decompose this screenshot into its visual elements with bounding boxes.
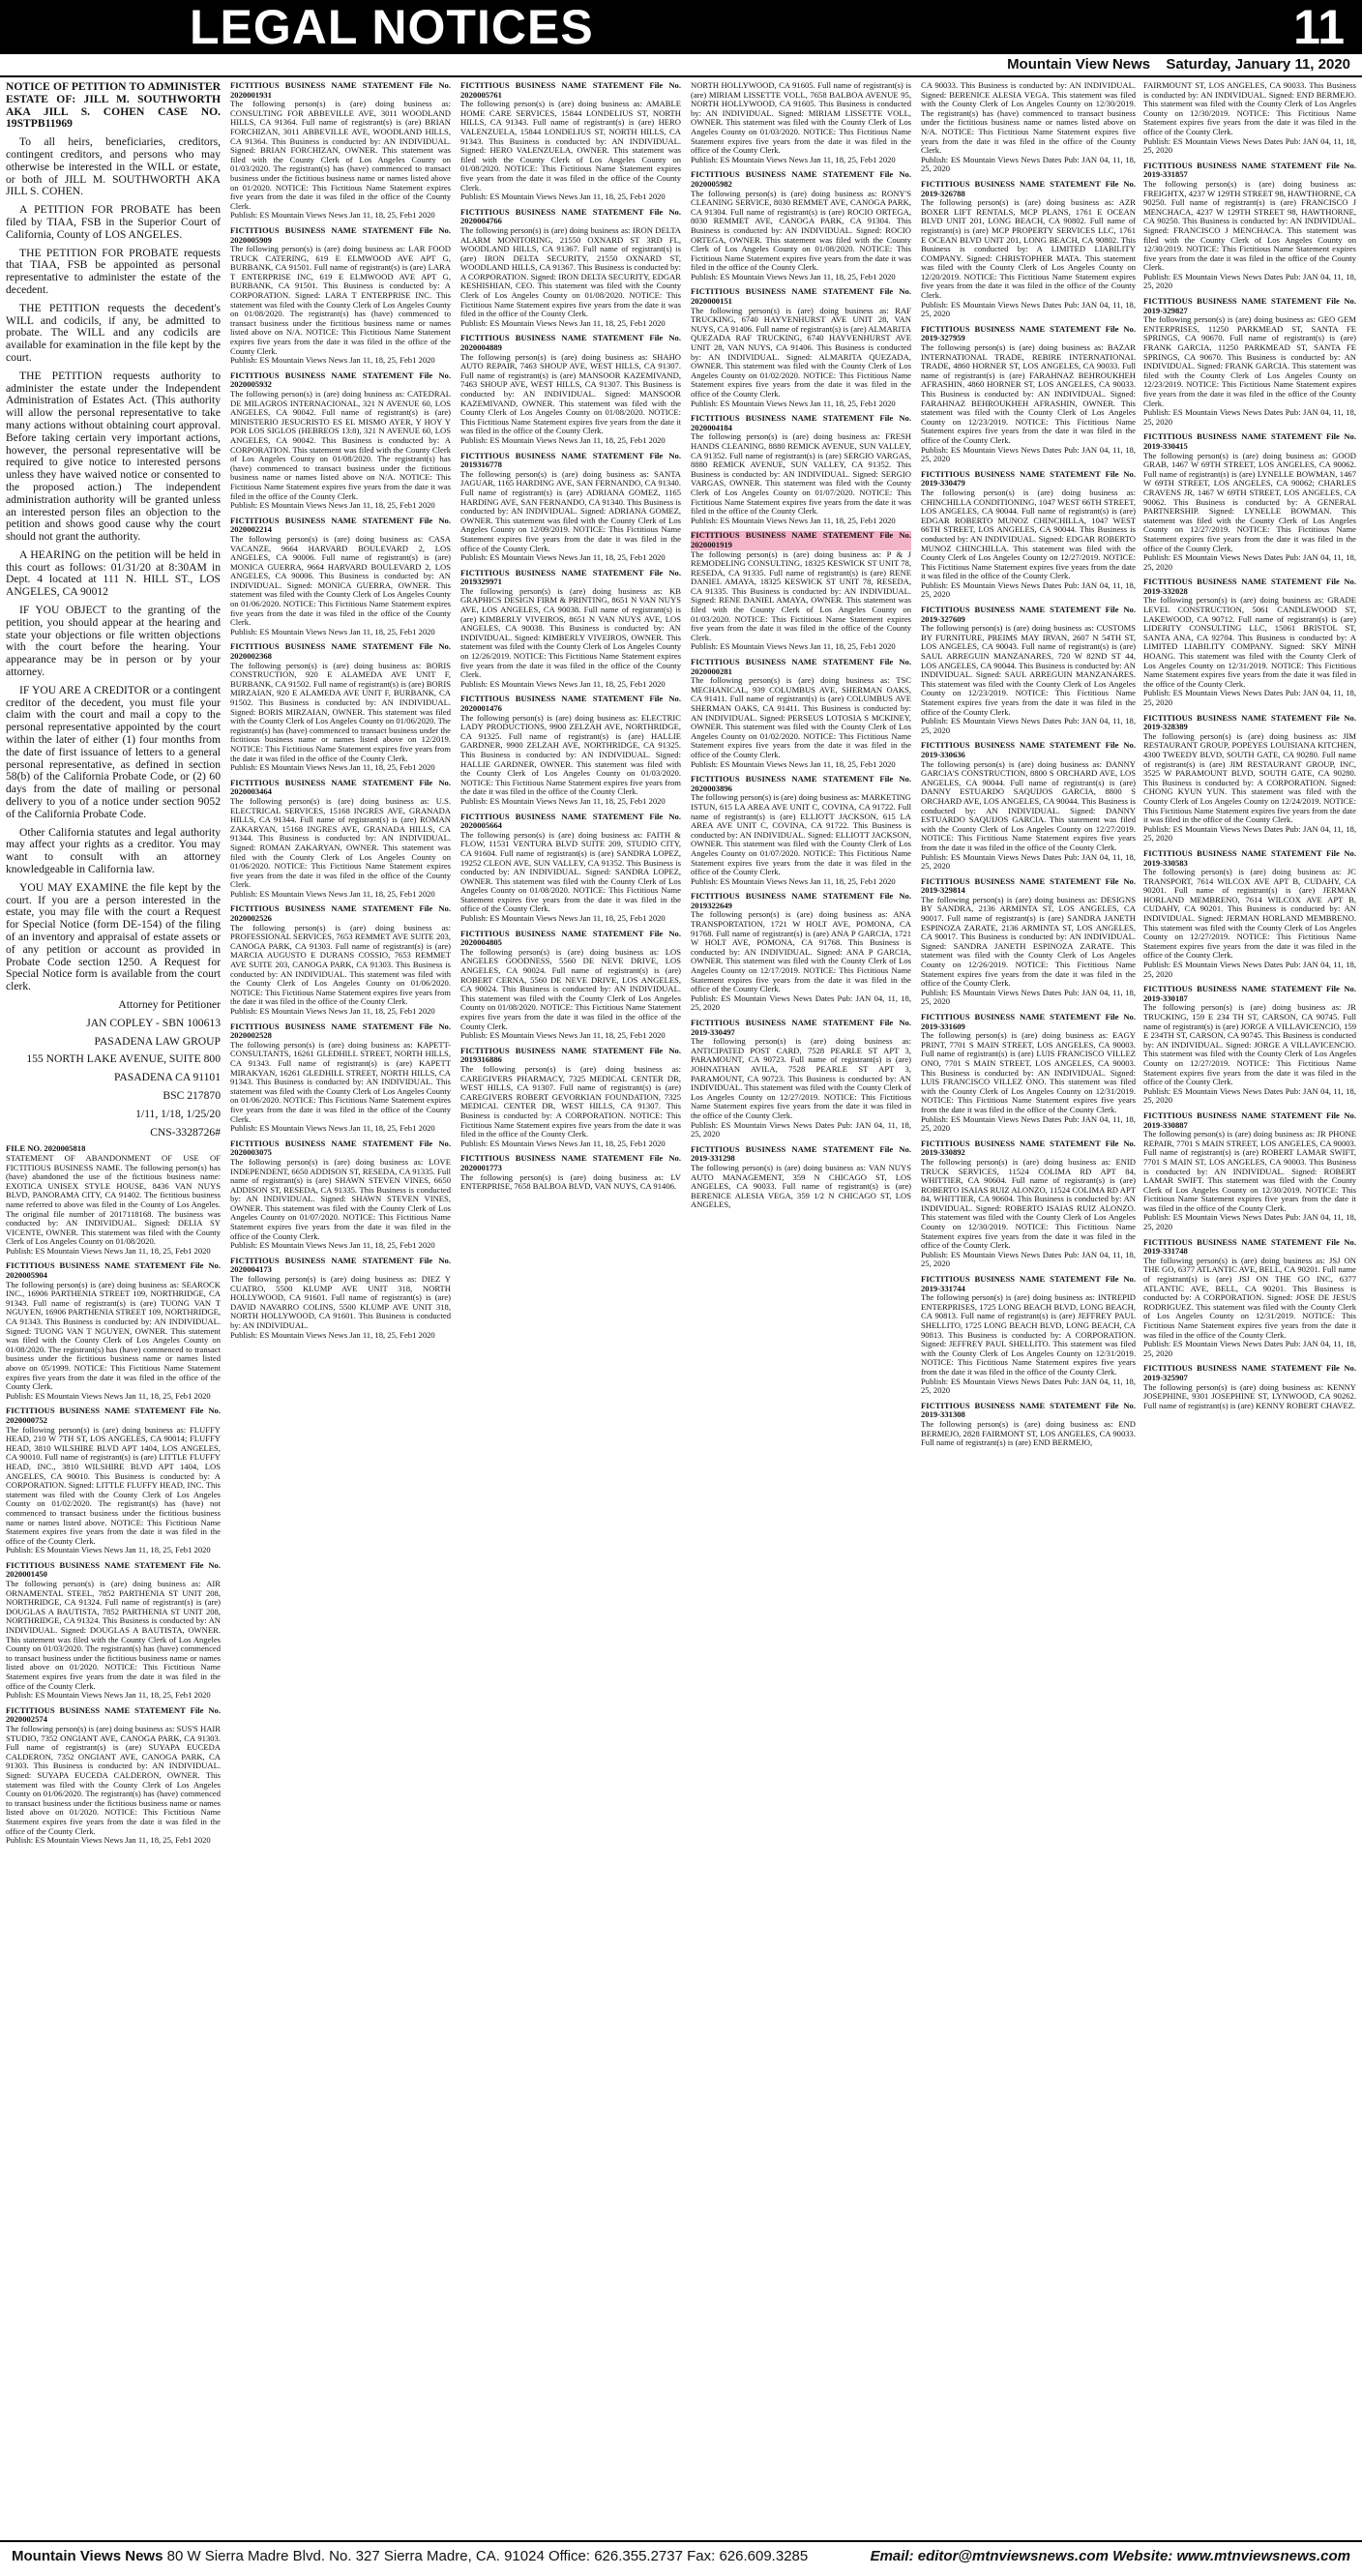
notice-body: The following person(s) is (are) doing business as: BAZAR INTERNATIONAL TRADE, REBIRE INTERNATIONAL TRADE, 4860 HORNER ST, LOS ANGELES, CA 90033. Full name of registrant(s) is (are) FARAHNAZ BEHROUKHEH AFRASHIN, 4860 HORNER ST, LOS ANGELES, CA 90033. This Business is conducted by: AN INDIVIDUAL. Signed: FARAHNAZ BEHROUKHEH AFRASHIN, OWNER. This statement was filed with the County Clerk of Los Angeles County on 12/23/2019. NOTICE: This Fictitious Name Statement expires five years from the date it was filed in the office of the County Clerk. bbox=[921, 342, 1136, 445]
notice-publish-line: Publish: ES Mountain Views News Jan 11, 18, 25, Feb1 2020 bbox=[230, 1123, 435, 1134]
notice-body: The following person(s) is (are) doing business as: LV ENTERPRISE, 7658 BALBOA BLVD, VAN NUYS, CA 91406. bbox=[460, 1171, 681, 1192]
notice-publish-line: Publish: ES Mountain Views News Jan 11, 18, 25, Feb1 2020 bbox=[691, 875, 896, 886]
notice-body: The following person(s) is (are) doing business as: DANNY GARCIA'S CONSTRUCTION, 8800 S ORCHARD AVE, LOS ANGELES, CA 90044. Full name of registrant(s) is (are) DANNY ESTUARDO SAQUIJOS GARCIA, 8800 S ORCHARD AVE, LOS ANGELES, CA 90044. This Business is conducted by: AN INDIVIDUAL. Signed: DANNY ESTUARDO SAQUIJOS GARCIA. This statement was filed with the County Clerk of Los Angeles County on 12/27/2019. NOTICE: This Fictitious Name Statement expires five years from the date it was filed in the office of the County Clerk. bbox=[921, 758, 1136, 852]
column-6 bbox=[1143, 81, 1356, 2529]
columns-area bbox=[6, 81, 1356, 2529]
footer-address: 80 W Sierra Madre Blvd. No. 327 Sierra Madre, CA. 91024 Office: 626.355.2737 Fax: 626.609.3285 bbox=[166, 2548, 809, 2564]
notice-title: FICTITIOUS BUSINESS NAME STATEMENT File No. 2020002526 bbox=[230, 903, 451, 924]
notice-publish-line: Publish: ES Mountain Views News Jan 11, 18, 25, Feb1 2020 bbox=[460, 913, 666, 924]
notice-publish-line: Publish: ES Mountain Views News Jan 11, 18, 25, Feb1 2020 bbox=[230, 888, 435, 899]
legal-notice bbox=[921, 325, 1136, 464]
notice-publish-line: Publish: ES Mountain Views News Dates Pub: JAN 04, 11, 18, 25, 2020 bbox=[1143, 271, 1356, 291]
petition-signature-line: 155 NORTH LAKE AVENUE, SUITE 800 bbox=[26, 1052, 221, 1066]
petition-paragraph: IF YOU OBJECT to the granting of the petition, you should appear at the hearing and state your objections or file written objections with the court before the hearing. Your appearance may be in person or by your attorney. bbox=[6, 604, 221, 679]
notice-body: The following person(s) is (are) doing business as: SUS'S HAIR STUDIO, 7352 ONGIANT AVE, CANOGA PARK, CA 91303. Full name of registrant(s) is (are) SUYAPA EUCEDA CALDERON, 7352 ONGIANT AVE, CANOGA PARK, CA 91303. This Business is conducted by: AN INDIVIDUAL. Signed: SUYAPA EUCEDA CALDERON, OWNER. This statement was filed with the County Clerk of Los Angeles County on 01/06/2020. The registrant(s) has (have) commenced to transact business under the fictitious business name or names listed above on 01/2020. NOTICE: This Fictitious Name Statement expires five years from the date it was filed in the office of the County Clerk. bbox=[6, 1723, 221, 1836]
legal-notice bbox=[691, 170, 911, 281]
column-4 bbox=[691, 81, 911, 2529]
notice-body: The following person(s) is (are) doing business as: JSJ ON THE GO, 6377 ATLANTIC AVE, BELL, CA 90201. Full name of registrant(s) is (are) JSJ ON THE GO INC, 6377 ATLANTIC AVE, BELL, CA 90201. This Business is conducted by: A CORPORATION. Signed: JOSE DE JESUS RODRIGUEZ. This statement was filed with the County Clerk of Los Angeles County on 12/31/2019. NOTICE: This Fictitious Name Statement expires five years from the date it was filed in the office of the County Clerk. bbox=[1143, 1255, 1356, 1340]
notice-body: The following person(s) is (are) doing business as: ANA TRANSPORTATION, 1721 W HOLT AVE, POMONA, CA 91768. Full name of registrant(s) is (are) ANA P GARCIA, 1721 W HOLT AVE, POMONA, CA 91768. This Business is conducted by: AN INDIVIDUAL. Signed: ANA P GARCIA, OWNER. This statement was filed with the County Clerk of Los Angeles County on 12/17/2019. NOTICE: This Fictitious Name Statement expires five years from the date it was filed in the office of the County Clerk. bbox=[691, 909, 911, 994]
legal-notice bbox=[691, 81, 911, 164]
notice-title: FICTITIOUS BUSINESS NAME STATEMENT File No. 2020004766 bbox=[460, 206, 681, 226]
column-4-notices bbox=[691, 81, 911, 1210]
section-title: LEGAL NOTICES bbox=[190, 0, 594, 54]
notice-title: FICTITIOUS BUSINESS NAME STATEMENT File No. 2020001931 bbox=[230, 81, 451, 100]
notice-body: The following person(s) is (are) doing business as: LAR FOOD TRUCK CATERING, 619 E ELMWOOD AVE APT G, BURBANK, CA 91501. Full name of registrant(s) is (are) LARA T ENTERPRISE INC, 619 E ELMWOOD AVE APT G, BURBANK, CA 91501. This Business is conducted by: A CORPORATION. Signed: LARA T ENTERPRISE INC. This statement was filed with the County Clerk of Los Angeles County on 01/08/2020. The registrant(s) has (have) commenced to transact business under the fictitious business name or names listed above on N/A. NOTICE: This Fictitious Name Statement expires five years from the date it was filed in the office of the County Clerk. bbox=[230, 244, 451, 356]
column-3-notices bbox=[460, 81, 681, 1192]
notice-body: The following person(s) is (are) doing business as: RONY'S CLEANING SERVICE, 8030 REMMET AVE, CANOGA PARK, CA 91304. Full name of registrant(s) is (are) ROCIO ORTEGA, 8030 REMMET AVE, CANOGA PARK, CA 91304. This Business is conducted by: AN INDIVIDUAL. Signed: ROCIO ORTEGA, OWNER. This statement was filed with the County Clerk of Los Angeles County on 01/08/2020. NOTICE: This Fictitious Name Statement expires five years from the date it was filed in the office of the County Clerk. bbox=[691, 188, 911, 273]
notice-publish-line: Publish: ES Mountain Views News Jan 11, 18, 25, Feb1 2020 bbox=[230, 1006, 435, 1016]
notice-title: FICTITIOUS BUSINESS NAME STATEMENT File No. 2019-330583 bbox=[1143, 847, 1356, 868]
notice-publish-line: Publish: ES Mountain Views News Jan 11, 18, 25, Feb1 2020 bbox=[460, 678, 666, 689]
legal-notice bbox=[460, 930, 681, 1041]
notice-body: The following person(s) is (are) doing business as: JIM RESTAURANT GROUP, POPEYES LOUISIANA KITCHEN, 4300 TWEEDY BLVD, SOUTH GATE, CA 90280. Full name of registrant(s) is (are) JIM RESTAURANT GROUP, INC, 3525 W PARAMOUNT BLVD, SOUTH GATE, CA 90280. This Business is conducted by: A CORPORATION. Signed: CHONG KYUN YUN. This statement was filed with the County Clerk of Los Angeles County on 12/24/2019. NOTICE: This Fictitious Name Statement expires five years from the date it was filed in the office of the County Clerk. bbox=[1143, 730, 1356, 825]
notice-publish-line: Publish: ES Mountain Views News Jan 11, 18, 25, Feb1 2020 bbox=[6, 1390, 211, 1401]
notice-publish-line: Publish: ES Mountain Views News Jan 11, 18, 25, Feb1 2020 bbox=[230, 626, 435, 637]
notice-title: FICTITIOUS BUSINESS NAME STATEMENT File No. 2020005904 bbox=[6, 1260, 221, 1281]
notice-publish-line: Publish: ES Mountain Views News Dates Pub: JAN 04, 11, 18, 25, 2020 bbox=[1143, 688, 1356, 707]
notice-title: FICTITIOUS BUSINESS NAME STATEMENT File No. 2020003075 bbox=[230, 1138, 451, 1158]
notice-publish-line: Publish: ES Mountain Views News Jan 11, 18, 25, Feb1 2020 bbox=[6, 1835, 211, 1846]
petition-signature-line: 1/11, 1/18, 1/25/20 bbox=[135, 1107, 221, 1120]
notice-body: The following person(s) is (are) doing business as: AIR ORNAMENTAL STEEL, 7852 PARTHENIA ST UNIT 208, NORTHRIDGE, CA 91324. Full name of registrant(s) is (are) DOUGLAS A BAUTISTA, 7852 PARTHENIA ST UNIT 208, NORTHRIDGE, CA 91324. This Business is conducted by: AN INDIVIDUAL. Signed: DOUGLAS A BAUTISTA, OWNER. This statement was filed with the County Clerk of Los Angeles County on 01/03/2020. The registrant(s) has (have) commenced to transact business under the fictitious business name or names listed above on 01/2020. NOTICE: This Fictitious Name Statement expires five years from the date it was filed in the office of the County Clerk. bbox=[6, 1579, 221, 1691]
notice-publish-line: Publish: ES Mountain Views News Dates Pub: JAN 04, 11, 18, 25, 2020 bbox=[921, 1376, 1136, 1396]
legal-notice bbox=[691, 1145, 911, 1210]
notice-title: FICTITIOUS BUSINESS NAME STATEMENT File No. 2020005982 bbox=[691, 169, 911, 189]
notice-title: FICTITIOUS BUSINESS NAME STATEMENT File No. 2019-332028 bbox=[1143, 577, 1356, 596]
column-3 bbox=[460, 81, 681, 2529]
column-2-notices bbox=[230, 81, 451, 1340]
notice-title: FICTITIOUS BUSINESS NAME STATEMENT File No. 2019-331744 bbox=[921, 1274, 1136, 1293]
notice-title: FICTITIOUS BUSINESS NAME STATEMENT File No. 2020005664 bbox=[460, 811, 681, 831]
legal-notice bbox=[6, 1406, 221, 1555]
notice-title: FICTITIOUS BUSINESS NAME STATEMENT File No. 2020001450 bbox=[6, 1559, 221, 1580]
notice-body: NORTH HOLLYWOOD, CA 91605. Full name of registrant(s) is (are) MIRIAM LISSETTE VOLL, 7658 BALBOA AVENUE 95, NORTH HOLLYWOOD, CA 91605. This Business is conducted by: AN INDIVIDUAL. Signed: MIRIAM LISSETTE VOLL, OWNER. This statement was filed with the County Clerk of Los Angeles County on 01/03/2020. NOTICE: This Fictitious Name Statement expires five years from the date it was filed in the office of the County Clerk. bbox=[691, 81, 911, 156]
notice-publish-line: Publish: ES Mountain Views News Jan 11, 18, 25, Feb1 2020 bbox=[6, 1245, 211, 1256]
notice-title: FICTITIOUS BUSINESS NAME STATEMENT File No. 2019-327609 bbox=[921, 605, 1136, 624]
notice-publish-line: Publish: ES Mountain Views News Jan 11, 18, 25, Feb1 2020 bbox=[460, 795, 666, 806]
petition-paragraph: To all heirs, beneficiaries, creditors, contingent creditors, and persons who may otherwise be interested in the WILL or estate, or both of JILL M. SOUTHWORTH AKA JILL S. COHEN. bbox=[6, 135, 221, 198]
notice-title: FICTITIOUS BUSINESS NAME STATEMENT File No. 2019-328389 bbox=[1143, 712, 1356, 732]
notice-body: The following person(s) is (are) doing business as: CUSTOMS BY FURNITURE, PREIMS MAY IRVAN, 2607 N 54TH ST, LOS ANGELES, CA 90043. Full name of registrant(s) is (are) SAUL ARREGUIN MANZANARES, 720 W 82ND ST 44, LOS ANGELES, CA 90044. This Business is conducted by: AN INDIVIDUAL. Signed: SAUL ARREGUIN MANZANARES. This statement was filed with the County Clerk of Los Angeles County on 12/23/2019. NOTICE: This Fictitious Name Statement expires five years from the date it was filed in the office of the County Clerk. bbox=[921, 623, 1136, 717]
notice-publish-line: Publish: ES Mountain Views News Jan 11, 18, 25, Feb1 2020 bbox=[691, 154, 896, 164]
legal-notice bbox=[1143, 432, 1356, 572]
legal-notice bbox=[460, 1047, 681, 1149]
notice-title: FICTITIOUS BUSINESS NAME STATEMENT File No. 2019-329814 bbox=[921, 875, 1136, 896]
legal-notice bbox=[230, 642, 451, 772]
subheader-paper: Mountain View News bbox=[1007, 56, 1151, 73]
notice-body: STATEMENT OF ABANDONMENT OF USE OF FICTITIOUS BUSINESS NAME. The following person(s) has (have) abandoned the use of the fictitious business name: EXOTICA UNISEX STYLE HOUSE, 8436 VAN NUYS BLVD, PANORAMA CITY, CA 91402. The fictitious business name referred to above was filed in the County of Los Angeles. The original file number of 2017118168. The business was conducted by: AN INDIVIDUAL. Signed: DELIA SY VICENTE, OWNER. This statement was filed with the County Clerk of Los Angeles County on 01/08/2020. bbox=[6, 1152, 221, 1247]
notice-title: FICTITIOUS BUSINESS NAME STATEMENT File No. 2020002528 bbox=[230, 1021, 451, 1041]
legal-notice bbox=[1143, 849, 1356, 979]
notice-body: The following person(s) is (are) doing business as: CASA VACANZE, 9664 HARVARD BOULEVARD 2, LOS ANGELES, CA 90006. Full name of registrant(s) is (are) MONICA GUERRA, 9664 HARVARD BOULEVARD 2, LOS ANGELES, CA 90006. This Business is conducted by: AN INDIVIDUAL. Signed: MONICA GUERRA, OWNER. This statement was filed with the County Clerk of Los Angeles County on 01/06/2020. NOTICE: This Fictitious Name Statement expires five years from the date it was filed in the office of the County Clerk. bbox=[230, 533, 451, 628]
notice-body: The following person(s) is (are) doing business as: END BERMEJO, 2828 FAIRMONT ST, LOS ANGELES, CA 90033. Full name of registrant(s) is (are) END BERMEJO, bbox=[921, 1418, 1136, 1448]
legal-notice bbox=[6, 1706, 221, 1846]
legal-notice bbox=[230, 81, 451, 221]
legal-notice bbox=[921, 1402, 1136, 1448]
notice-title: FICTITIOUS BUSINESS NAME STATEMENT File No. 2019-330887 bbox=[1143, 1110, 1356, 1130]
legal-notice bbox=[691, 1019, 911, 1140]
legal-notice bbox=[691, 531, 911, 652]
notice-title: FICTITIOUS BUSINESS NAME STATEMENT File No. 2020005909 bbox=[230, 224, 451, 245]
petition-signature-line: Attorney for Petitioner bbox=[118, 997, 221, 1011]
notice-title: FICTITIOUS BUSINESS NAME STATEMENT File No. 2019-329827 bbox=[1143, 296, 1356, 315]
petition-signature-line: BSC 217870 bbox=[163, 1088, 221, 1102]
legal-notice bbox=[921, 877, 1136, 1007]
notice-publish-line: Publish: ES Mountain Views News Jan 11, 18, 25, Feb1 2020 bbox=[691, 641, 896, 652]
legal-notice bbox=[1143, 1111, 1356, 1232]
notice-title: FICTITIOUS BUSINESS NAME STATEMENT File No. 2020004173 bbox=[230, 1255, 451, 1275]
notice-body: The following person(s) is (are) doing business as: EAGY PRINT, 7701 S MAIN STREET, LOS ANGELES, CA 90003. Full name of registrant(s) is (are) LUIS FRANCISCO VILLEZ ONO, 7701 S MAIN STREET, LOS ANGELES, CA 90003. This Business is conducted by: AN INDIVIDUAL. Signed: LUIS FRANCISCO VILLEZ ONO. This statement was filed with the County Clerk of Los Angeles County on 12/31/2019. NOTICE: This Fictitious Name Statement expires five years from the date it was filed in the office of the County Clerk. bbox=[921, 1030, 1136, 1114]
notice-body: The following person(s) is (are) doing business as: ELECTRIC LADY PRODUCTIONS, 9900 ZELZAH AVE, NORTHRIDGE, CA 91325. Full name of registrant(s) is (are) HALLIE GARDNER, 9900 ZELZAH AVE, NORTHRIDGE, CA 91325. This Business is conducted by: AN INDIVIDUAL. Signed: HALLIE GARDNER, OWNER. This statement was filed with the County Clerk of Los Angeles County on 01/03/2020. NOTICE: This Fictitious Name Statement expires five years from the date it was filed in the office of the County Clerk. bbox=[460, 712, 681, 797]
notice-publish-line: Publish: ES Mountain Views News Jan 11, 18, 25, Feb1 2020 bbox=[230, 1329, 435, 1340]
notice-publish-line: Publish: ES Mountain Views News Dates Pub: JAN 04, 11, 18, 25, 2020 bbox=[691, 1119, 911, 1140]
legal-notice bbox=[1143, 1364, 1356, 1410]
notice-body: CA 90033. This Business is conducted by: AN INDIVIDUAL. Signed: BERENICE ALESIA VEGA. This statement was filed with the County Clerk of Los Angeles County on 12/30/2019. The registrant(s) has (have) commenced to transact business under the fictitious business name or names listed above on N/A. NOTICE: This Fictitious Name Statement expires five years from the date it was filed in the office of the County Clerk. bbox=[921, 81, 1136, 156]
notice-publish-line: Publish: ES Mountain Views News Jan 11, 18, 25, Feb1 2020 bbox=[230, 210, 435, 221]
legal-notice bbox=[691, 658, 911, 769]
petition-signature-line: PASADENA CA 91101 bbox=[114, 1071, 221, 1084]
legal-notice bbox=[1143, 1238, 1356, 1359]
legal-notice bbox=[1143, 714, 1356, 844]
notice-body: The following person(s) is (are) doing business as: SANTA JAGUAR, 1165 HARDING AVE, SAN FERNANDO, CA 91340. Full name of registrant(s) is (are) ADRIANA GOMEZ, 1165 HARDING AVE, SAN FERNANDO, CA 91340. This Business is conducted by: AN INDIVIDUAL. Signed: ADRIANA GOMEZ, OWNER. This statement was filed with the County Clerk of Los Angeles County on 12/09/2019. NOTICE: This Fictitious Name Statement expires five years from the date it was filed in the office of the County Clerk. bbox=[460, 468, 681, 553]
notice-publish-line: Publish: ES Mountain Views News Dates Pub: JAN 04, 11, 18, 25, 2020 bbox=[691, 992, 911, 1013]
legal-notice bbox=[230, 904, 451, 1016]
notice-body: The following person(s) is (are) doing business as: LOVE INDEPENDENT, 6650 ADDISON ST, RESEDA, CA 91335. Full name of registrant(s) is (are) SHAWN STEVEN VINES, 6650 ADDISON ST, RESEDA, CA 91335. This Business is conducted by: AN INDIVIDUAL. Signed: SHAWN STEVEN VINES, OWNER. This statement was filed with the County Clerk of Los Angeles County on 01/07/2020. NOTICE: This Fictitious Name Statement expires five years from the date it was filed in the office of the County Clerk. bbox=[230, 1156, 451, 1241]
notice-publish-line: Publish: ES Mountain Views News Jan 11, 18, 25, Feb1 2020 bbox=[691, 515, 896, 525]
page-footer bbox=[0, 2540, 1362, 2571]
notice-body: The following person(s) is (are) doing business as: MARKETING ISTUN, 615 LA AREA AVE UNIT C, COVINA, CA 91722. Full name of registrant(s) is (are) ELLIOTT JACKSON, 615 LA AREA AVE UNIT C, COVINA, CA 91722. This Business is conducted by: AN INDIVIDUAL. Signed: ELLIOTT JACKSON, OWNER. This statement was filed with the County Clerk of Los Angeles County on 01/07/2020. NOTICE: This Fictitious Name Statement expires five years from the date it was filed in the office of the County Clerk. bbox=[691, 792, 911, 877]
legal-notice bbox=[460, 695, 681, 806]
notice-publish-line: Publish: ES Mountain Views News Dates Pub: JAN 04, 11, 18, 25, 2020 bbox=[1143, 1339, 1356, 1358]
notice-body: The following person(s) is (are) doing business as: FREIGHTX, 4237 W 129TH STREET 98, HAWTHORNE, CA 90250. Full name of registrant(s) is (are) FRANCISCO J MENCHACA, 4237 W 129TH STREET 98, HAWTHORNE, CA 90250. This Business is conducted by: AN INDIVIDUAL. Signed: FRANCISCO J MENCHACA. This statement was filed with the County Clerk of Los Angeles County on 12/30/2019. NOTICE: This Fictitious Name Statement expires five years from the date it was filed in the office of the County Clerk. bbox=[1143, 178, 1356, 273]
notice-body: The following person(s) is (are) doing business as: VAN NUYS AUTO MANAGEMENT, 359 N CHICAGO ST, LOS ANGELES, CA 90033. Full name of registrant(s) is (are) BERENICE ALESIA VEGA, 359 1/2 N CHICAGO ST, LOS ANGELES, bbox=[691, 1162, 911, 1210]
notice-title: FICTITIOUS BUSINESS NAME STATEMENT File No. 2019-330479 bbox=[921, 468, 1136, 489]
petition-paragraph: THE PETITION requests the decedent's WILL and codicils, if any, be admitted to probate. The WILL and any codicils are available for examination in the file kept by the court. bbox=[6, 301, 221, 364]
petition-signature-line: JAN COPLEY - SBN 100613 bbox=[86, 1016, 221, 1029]
notice-publish-line: Publish: ES Mountain Views News Jan 11, 18, 25, Feb1 2020 bbox=[230, 1240, 435, 1251]
legal-notice bbox=[921, 1275, 1136, 1396]
notice-publish-line: Publish: ES Mountain Views News Jan 11, 18, 25, Feb1 2020 bbox=[230, 355, 435, 366]
petition-title: NOTICE OF PETITION TO ADMINISTER ESTATE OF: JILL M. SOUTHWORTH AKA JILL S. COHEN CASE NO. 19STPB11969 bbox=[6, 81, 221, 131]
column-5 bbox=[921, 81, 1136, 2529]
notice-title: FICTITIOUS BUSINESS NAME STATEMENT File No. 2019-331308 bbox=[921, 1400, 1136, 1420]
notice-title: FICTITIOUS BUSINESS NAME STATEMENT File No. 2020001919 bbox=[691, 530, 911, 549]
notice-publish-line: Publish: ES Mountain Views News Dates Pub: JAN 04, 11, 18, 25, 2020 bbox=[1143, 135, 1356, 156]
legal-notice bbox=[921, 606, 1136, 735]
legal-notice bbox=[230, 1257, 451, 1340]
notice-body: The following person(s) is (are) doing business as: KAPETT-CONSULTANTS, 16261 GLEDHILL STREET, NORTH HILLS, CA 91343. Full name of registrant(s) is (are) KAPETT MIRAKYAN, 16261 GLEDHILL STREET, NORTH HILLS, CA 91343. This Business is conducted by: AN INDIVIDUAL. This statement was filed with the County Clerk of Los Angeles County on 01/06/2020. NOTICE: This Fictitious Name Statement expires five years from the date it was filed in the office of the County Clerk. bbox=[230, 1039, 451, 1124]
notice-body: The following person(s) is (are) doing business as: FLUFFY HEAD, 210 W 7TH ST, LOS ANGELES, CA 90014; FLUFFY HEAD, 3810 WILSHIRE BLVD APT 1404, LOS ANGELES, CA 90010. Full name of registrant(s) is (are) LITTLE FLUFFY HEAD, INC., 3810 WILSHIRE BLVD APT 1404, LOS ANGELES, CA 90010. This Business is conducted by: A CORPORATION. Signed: LITTLE FLUFFY HEAD, INC. This statement was filed with the County Clerk of Los Angeles County on 01/02/2020. The registrant(s) has (have) not commenced to transact business under the fictitious business name or names listed above. NOTICE: This Fictitious Name Statement expires five years from the date it was filed in the office of the County Clerk. bbox=[6, 1424, 221, 1546]
notice-title: FICTITIOUS BUSINESS NAME STATEMENT File No. 2019-331748 bbox=[1143, 1236, 1356, 1257]
legal-notice bbox=[921, 81, 1136, 174]
notice-title: FICTITIOUS BUSINESS NAME STATEMENT File No. 2020004889 bbox=[460, 333, 681, 353]
petition-paragraph: A PETITION FOR PROBATE has been filed by TIAA, FSB in the Superior Court of California, County of LOS ANGELES. bbox=[6, 203, 221, 241]
legal-notice bbox=[460, 81, 681, 202]
notice-title: FILE NO. 2020005818 bbox=[6, 1143, 86, 1154]
notice-publish-line: Publish: ES Mountain Views News Jan 11, 18, 25, Feb1 2020 bbox=[460, 192, 666, 202]
petition-paragraph: IF YOU ARE A CREDITOR or a contingent creditor of the decedent, you must file your claim with the court and mail a copy to the personal representative appointed by the court within the later of either (1) four months from the date of first issuance of letters to a general personal representative, as defined in section 58(b) of the California Probate Code, or (2) 60 days from the date of mailing or personal delivery to you of a notice under section 9052 of the California Probate Code. bbox=[6, 683, 221, 820]
notice-title: FICTITIOUS BUSINESS NAME STATEMENT File No. 2020003896 bbox=[691, 774, 911, 793]
legal-notice bbox=[230, 779, 451, 900]
column-6-notices bbox=[1143, 81, 1356, 1410]
notice-body: The following person(s) is (are) doing business as: RAF TRUCKING, 6740 HAYVENHURST AVE UNIT 28, VAN NUYS, CA 91406. Full name of registrant(s) is (are) ALMARITA QUEZADA RAF TRUCKING, 6740 HAYVENHURST AVE UNIT 28, VAN NUYS, CA 91406. This Business is conducted by: AN INDIVIDUAL. Signed: ALMARITA QUEZADA, OWNER. This statement was filed with the County Clerk of Los Angeles County on 01/02/2020. NOTICE: This Fictitious Name Statement expires five years from the date it was filed in the office of the County Clerk. bbox=[691, 305, 911, 399]
legal-notice bbox=[1143, 985, 1356, 1106]
petition-notice bbox=[6, 81, 221, 1139]
column-1 bbox=[6, 81, 221, 2529]
notice-title: FICTITIOUS BUSINESS NAME STATEMENT File No. 2020002368 bbox=[230, 641, 451, 662]
petition-paragraph: YOU MAY EXAMINE the file kept by the court. If you are a person interested in the estate, you may file with the court a Request for Special Notice (form DE-154) of the filing of an inventory and appraisal of estate assets or of any petition or account as provided in Probate Code section 1250. A Request for Special Notice form is available from the court clerk. bbox=[6, 880, 221, 993]
notice-body: The following person(s) is (are) doing business as: SEAROCK INC., 16906 PARTHENIA STREET 109, NORTHRIDGE, CA 91343. Full name of registrant(s) is (are) TUONG VAN T NGUYEN, 16906 PARTHENIA STREET 109, NORTHRIDGE, CA 91343. This Business is conducted by: AN INDIVIDUAL. Signed: TUONG VAN T NGUYEN, OWNER. This statement was filed with the County Clerk of Los Angeles County on 01/08/2020. The registrant(s) has (have) commenced to transact business under the fictitious business name or names listed above on 05/1999. NOTICE: This Fictitious Name Statement expires five years from the date it was filed in the office of the County Clerk. bbox=[6, 1279, 221, 1392]
legal-notice bbox=[691, 287, 911, 408]
notice-body: The following person(s) is (are) doing business as: GEO GEM ENTERPRISES, 11250 PARKMEAD ST, SANTA FE SPRINGS, CA 90670. Full name of registrant(s) is (are) FRANK GARCIA, 11250 PARKMEAD ST, SANTA FE SPRINGS, CA 90670. This Business is conducted by: AN INDIVIDUAL. Signed: FRANK GARCIA. This statement was filed with the County Clerk of Los Angeles County on 12/23/2019. NOTICE: This Fictitious Name Statement expires five years from the date it was filed in the office of the County Clerk. bbox=[1143, 314, 1356, 408]
notice-body: The following person(s) is (are) doing business as: KENNY JOSEPHINE, 9301 JOSEPHINE ST, LYNWOOD, CA 90262. Full name of registrant(s) is (are) KENNY ROBERT CHAVEZ. bbox=[1143, 1381, 1356, 1410]
notice-publish-line: Publish: ES Mountain Views News Dates Pub: JAN 04, 11, 18, 25, 2020 bbox=[921, 851, 1136, 872]
notice-body: The following person(s) is (are) doing business as: CONSULTING FOR ABBEVILLE AVE, 3011 WOODLAND HILLS, CA 91364. Full name of registrant(s) is (are) BRIAN FORCHIZAN, 3011 ABBEVILLE AVE, WOODLAND HILLS, CA 91364. This Business is conducted by: AN INDIVIDUAL. Signed: BRIAN FORCHIZAN, OWNER. This statement was filed with the County Clerk of Los Angeles County on 01/03/2020. The registrant(s) has (have) commenced to transact business under the fictitious business name or names listed above on 01/2020. NOTICE: This Fictitious Name Statement expires five years from the date it was filed in the office of the County Clerk. bbox=[230, 99, 451, 211]
notice-body: The following person(s) is (are) doing business as: PROFESSIONAL SERVICES, 7653 REMMET AVE SUITE 203, CANOGA PARK, CA 91303. Full name of registrant(s) is (are) MARCIA AUGUSTO E DURANS COSSIO, 7653 REMMET AVE SUITE 203, CANOGA PARK, CA 91303. This Business is conducted by: AN INDIVIDUAL. This statement was filed with the County Clerk of Los Angeles County on 01/06/2020. NOTICE: This Fictitious Name Statement expires five years from the date it was filed in the office of the County Clerk. bbox=[230, 922, 451, 1007]
notice-publish-line: Publish: ES Mountain Views News Dates Pub: JAN 04, 11, 18, 25, 2020 bbox=[1143, 1212, 1356, 1232]
notice-title: FICTITIOUS BUSINESS NAME STATEMENT File No. 2019-327959 bbox=[921, 323, 1136, 343]
notice-body: The following person(s) is (are) doing business as: IRON DELTA ALARM MONITORING, 21550 OXNARD ST 3RD FL, WOODLAND HILLS, CA 91367. Full name of registrant(s) is (are) IRON DELTA SECURITY, 21550 OXNARD ST, WOODLAND HILLS, CA 91367. This Business is conducted by: A CORPORATION. Signed: IRON DELTA SECURITY, EDGAR KESHISHIAN, CEO. This statement was filed with the County Clerk of Los Angeles County on 01/08/2020. NOTICE: This Fictitious Name Statement expires five years from the date it was filed in the office of the County Clerk. bbox=[460, 224, 681, 319]
notice-title: FICTITIOUS BUSINESS NAME STATEMENT File No. 2020000281 bbox=[691, 657, 911, 676]
notice-publish-line: Publish: ES Mountain Views News Jan 11, 18, 25, Feb1 2020 bbox=[460, 1030, 666, 1041]
notice-body: The following person(s) is (are) doing business as: ANTICIPATED POST CARD, 7528 PEARLE ST APT 3, PARAMOUNT, CA 90723. Full name of registrant(s) is (are) JOHNATHAN AVILA, 7528 PEARLE ST APT 3, PARAMOUNT, CA 90723. This Business is conducted by: AN INDIVIDUAL. This statement was filed with the County Clerk of Los Angeles County on 12/27/2019. NOTICE: This Fictitious Name Statement expires five years from the date it was filed in the office of the County Clerk. bbox=[691, 1036, 911, 1120]
notice-publish-line: Publish: ES Mountain Views News Dates Pub: JAN 04, 11, 18, 25, 2020 bbox=[1143, 823, 1356, 844]
notice-title: FICTITIOUS BUSINESS NAME STATEMENT File No. 2020001773 bbox=[460, 1153, 681, 1172]
notice-publish-line: Publish: ES Mountain Views News Dates Pub: JAN 04, 11, 18, 25, 2020 bbox=[1143, 407, 1356, 427]
legal-notice bbox=[921, 470, 1136, 600]
notice-title: FICTITIOUS BUSINESS NAME STATEMENT File No. 2019-330415 bbox=[1143, 431, 1356, 451]
notice-body: The following person(s) is (are) doing business as: CHINCHILLA CONDITIONING, 1047 WEST 66TH STREET, LOS ANGELES, CA 90044. Full name of registrant(s) is (are) EDGAR ROBERTO MUNOZ CHINCHILLA, 1047 WEST 66TH STREET, LOS ANGELES, CA 90044. This Business is conducted by: AN INDIVIDUAL. Signed: EDGAR ROBERTO MUNOZ CHINCHILLA. This statement was filed with the County Clerk of Los Angeles County on 12/27/2019. NOTICE: This Fictitious Name Statement expires five years from the date it was filed in the office of the County Clerk. bbox=[921, 487, 1136, 581]
notice-body: The following person(s) is (are) doing business as: LOS ANGELES GOODNESS, 5560 DE NEVE DRIVE, LOS ANGELES, CA 90024. Full name of registrant(s) is (are) ROBERT CERNA, 5560 DE NEVE DRIVE, LOS ANGELES, CA 90024. This Business is conducted by: AN INDIVIDUAL. This statement was filed with the County Clerk of Los Angeles County on 01/08/2020. NOTICE: This Fictitious Name Statement expires five years from the date it was filed in the office of the County Clerk. bbox=[460, 946, 681, 1031]
notice-title: FICTITIOUS BUSINESS NAME STATEMENT File No. 2019-331609 bbox=[921, 1012, 1136, 1031]
legal-notice bbox=[460, 452, 681, 563]
notice-title: FICTITIOUS BUSINESS NAME STATEMENT File No. 2019316886 bbox=[460, 1045, 681, 1065]
subheader-date: Saturday, January 11, 2020 bbox=[1166, 56, 1350, 73]
notice-title: FICTITIOUS BUSINESS NAME STATEMENT File No. 2020005932 bbox=[230, 370, 451, 390]
notice-title: FICTITIOUS BUSINESS NAME STATEMENT File No. 2019-330497 bbox=[691, 1018, 911, 1037]
legal-notice bbox=[460, 208, 681, 329]
notice-publish-line: Publish: ES Mountain Views News Dates Pub: JAN 04, 11, 18, 25, 2020 bbox=[1143, 552, 1356, 572]
notice-body: The following person(s) is (are) doing business as: ENID TRUCK SERVICES, 11524 COLIMA RD APT 84, WHITTIER, CA 90604. Full name of registrant(s) is (are) ROBERTO ISAIAS RUIZ ALONZO, 11524 COLIMA RD APT 84, WHITTIER, CA 90604. This Business is conducted by: AN INDIVIDUAL. Signed: ROBERTO ISAIAS RUIZ ALONZO. This statement was filed with the County Clerk of Los Angeles County on 12/30/2019. NOTICE: This Fictitious Name Statement expires five years from the date it was filed in the office of the County Clerk. bbox=[921, 1156, 1136, 1251]
column-5-notices bbox=[921, 81, 1136, 1448]
notice-title: FICTITIOUS BUSINESS NAME STATEMENT File No. 2020005761 bbox=[460, 81, 681, 100]
notice-publish-line: Publish: ES Mountain Views News Jan 11, 18, 25, Feb1 2020 bbox=[460, 552, 666, 563]
notice-publish-line: Publish: ES Mountain Views News Jan 11, 18, 25, Feb1 2020 bbox=[691, 398, 896, 408]
legal-notice bbox=[6, 1561, 221, 1701]
legal-notice bbox=[460, 1154, 681, 1191]
legal-notice bbox=[460, 569, 681, 690]
notice-body: The following person(s) is (are) doing business as: FRESH HANDS CLEANING, 8880 REMICK AVENUE, SUN VALLEY, CA 91352. Full name of registrant(s) is (are) SERGIO VARGAS, 8880 REMICK AVENUE, SUN VALLEY, CA 91352. This Business is conducted by: AN INDIVIDUAL. Signed: SERGIO VARGAS, OWNER. This statement was filed with the County Clerk of Los Angeles County on 01/07/2020. NOTICE: This Fictitious Name Statement expires five years from the date it was filed in the office of the County Clerk. bbox=[691, 431, 911, 517]
notice-title: FICTITIOUS BUSINESS NAME STATEMENT File No. 2019329971 bbox=[460, 567, 681, 587]
notice-title: FICTITIOUS BUSINESS NAME STATEMENT File No. 2019-326788 bbox=[921, 178, 1136, 198]
subheader-text bbox=[995, 56, 1350, 73]
notice-publish-line: Publish: ES Mountain Views News Dates Pub: JAN 04, 11, 18, 25, 2020 bbox=[921, 154, 1136, 174]
column-2 bbox=[230, 81, 451, 2529]
notice-body: The following person(s) is (are) doing business as: FAITH & FLOW, 11531 VENTURA BLVD SUITE 209, STUDIO CITY, CA 91604. Full name of registrant(s) is (are) SANDRA LOPEZ, 19252 CLEON AVE, SUN VALLEY, CA 91352. This Business is conducted by: AN INDIVIDUAL. Signed: SANDRA LOPEZ, OWNER. This statement was filed with the County Clerk of Los Angeles County on 01/08/2020. NOTICE: This Fictitious Name Statement expires five years from the date it was filed in the office of the County Clerk. bbox=[460, 829, 681, 914]
notice-title: FICTITIOUS BUSINESS NAME STATEMENT File No. 2020004805 bbox=[460, 928, 681, 948]
notice-title: FICTITIOUS BUSINESS NAME STATEMENT File No. 2020002214 bbox=[230, 515, 451, 535]
notice-title: FICTITIOUS BUSINESS NAME STATEMENT File No. 2019-331857 bbox=[1143, 160, 1356, 180]
notice-publish-line: Publish: ES Mountain Views News Dates Pub: JAN 04, 11, 18, 25, 2020 bbox=[921, 579, 1136, 600]
legal-notice bbox=[1143, 81, 1356, 156]
notice-title: FICTITIOUS BUSINESS NAME STATEMENT File No. 2020003464 bbox=[230, 777, 451, 797]
legal-notice bbox=[230, 1140, 451, 1251]
petition-signature-line: CNS-3328726# bbox=[150, 1125, 221, 1139]
petition-paragraph: THE PETITION FOR PROBATE requests that TIAA, FSB be appointed as personal representative to administer the estate of the decedent. bbox=[6, 246, 221, 296]
notice-publish-line: Publish: ES Mountain Views News Jan 11, 18, 25, Feb1 2020 bbox=[230, 762, 435, 773]
notice-body: The following person(s) is (are) doing business as: DIEZ Y CUATRO, 5500 KLUMP AVE UNIT 318, NORTH HOLLYWOOD, CA 91601. Full name of registrant(s) is (are) DAVID NAVARRO COLINS, 5500 KLUMP AVE UNIT 318, NORTH HOLLYWOOD, CA 91601. This Business is conducted by: AN INDIVIDUAL. bbox=[230, 1274, 451, 1330]
footer-address-block bbox=[12, 2548, 808, 2564]
notice-title: FICTITIOUS BUSINESS NAME STATEMENT File No. 2019-330636 bbox=[921, 740, 1136, 759]
petition-signature-line: PASADENA LAW GROUP bbox=[94, 1034, 221, 1048]
page-number: 11 bbox=[1293, 0, 1345, 54]
notice-body: The following person(s) is (are) doing business as: JR PHONE REPAIR, 7701 S MAIN STREET, LOS ANGELES, CA 90003. Full name of registrant(s) is (are) ROBERT LAMAR SWIFT, 7701 S MAIN ST, LOS ANGELES, CA 90003. This Business is conducted by: AN INDIVIDUAL. Signed: ROBERT LAMAR SWIFT. This statement was filed with the County Clerk of Los Angeles County on 12/30/2019. NOTICE: This Fictitious Name Statement expires five years from the date it was filed in the office of the County Clerk. bbox=[1143, 1129, 1356, 1213]
notice-title: FICTITIOUS BUSINESS NAME STATEMENT File No. 2019-330187 bbox=[1143, 984, 1356, 1003]
column-1-notices bbox=[6, 1144, 221, 1845]
notice-title: FICTITIOUS BUSINESS NAME STATEMENT File No. 2019316778 bbox=[460, 450, 681, 470]
notice-title: FICTITIOUS BUSINESS NAME STATEMENT File No. 2020004184 bbox=[691, 413, 911, 432]
legal-notice bbox=[230, 1022, 451, 1134]
legal-notice bbox=[691, 892, 911, 1013]
footer-contact: Email: editor@mtnviewsnews.com Website: www.mtnviewsnews.com bbox=[870, 2548, 1350, 2564]
notice-body: The following person(s) is (are) doing business as: GRADE LEVEL CONSTRUCTION, 5061 CANDLEWOOD ST, LAKEWOOD, CA 90712. Full name of registrant(s) is (are) LIDERITY CONSULTING LLC, 15061 BRISTOL ST, SANTA ANA, CA 92704. This Business is conducted by: A LIMITED LIABILITY COMPANY. Signed: SKY MINH HOANG. This statement was filed with the County Clerk of Los Angeles County on 12/31/2019. NOTICE: This Fictitious Name Statement expires five years from the date it was filed in the office of the County Clerk. bbox=[1143, 595, 1356, 689]
notice-body: The following person(s) is (are) doing business as: CAREGIVERS PHARMACY, 7325 MEDICAL CENTER DR, WEST HILLS, CA 91307. Full name of registrant(s) is (are) CAREGIVERS ROBERT GEVORKIAN FOUNDATION, 7325 MEDICAL CENTER DR, WEST HILLS, CA 91307. This Business is conducted by: A CORPORATION. NOTICE: This Fictitious Name Statement expires five years from the date it was filed in the office of the County Clerk. bbox=[460, 1063, 681, 1140]
petition-paragraph: THE PETITION requests authority to administer the estate under the Independent Administration of Estates Act. (This authority will allow the personal representative to take many actions without obtaining court approval. Before taking certain very important actions, however, the personal representative will be required to give notice to interested persons unless they have waived notice or consented to the proposed action.) The independent administration authority will be granted unless an interested person files an objection to the petition and shows good cause why the court should not grant the authority. bbox=[6, 369, 221, 544]
notice-body: The following person(s) is (are) doing business as: CATEDRAL DE MILAGROS INTERNACIONAL, 321 N AVENUE 60, LOS ANGELES, CA 90042. Full name of registrant(s) is (are) MINISTERIO JESUCRISTO ES EL MISMO AYER, Y HOY Y POR LOS SIGLOS (HEBREOS 13:8), 321 N AVENUE 60, LOS ANGELES, CA 90042. This Business is conducted by: A CORPORATION. This statement was filed with the County Clerk of Los Angeles County on 01/08/2020. The registrant(s) has (have) commenced to transact business under the fictitious business name or names listed above on N/A. NOTICE: This Fictitious Name Statement expires five years from the date it was filed in the office of the County Clerk. bbox=[230, 389, 451, 501]
notice-publish-line: Publish: ES Mountain Views News Jan 11, 18, 25, Feb1 2020 bbox=[6, 1545, 211, 1555]
legal-notice bbox=[1143, 162, 1356, 291]
notice-body: The following person(s) is (are) doing business as: DESIGNS BY SANDRA, 2136 ARMINTA ST, LOS ANGELES, CA 90017. Full name of registrant(s) is (are) SANDRA JANETH ESPINOZA ZARATE, 2136 ARMINTA ST, LOS ANGELES, CA 90017. This Business is conducted by: AN INDIVIDUAL. Signed: SANDRA JANETH ESPINOZA ZARATE. This statement was filed with the County Clerk of Los Angeles County on 12/26/2019. NOTICE: This Fictitious Name Statement expires five years from the date it was filed in the office of the County Clerk. bbox=[921, 894, 1136, 989]
notice-body: The following person(s) is (are) doing business as: U.S. ELECTRICAL SERVICES, 15168 INGRES AVE, GRANADA HILLS, CA 91344. Full name of registrant(s) is (are) ROMAN ZAKARYAN, 15168 INGRES AVE, GRANADA HILLS, CA 91344. This Business is conducted by: AN INDIVIDUAL. Signed: ROMAN ZAKARYAN, OWNER. This statement was filed with the County Clerk of Los Angeles County on 01/06/2020. NOTICE: This Fictitious Name Statement expires five years from the date it was filed in the office of the County Clerk. bbox=[230, 795, 451, 890]
legal-notice bbox=[230, 517, 451, 637]
notice-title: FICTITIOUS BUSINESS NAME STATEMENT File No. 2020000752 bbox=[6, 1406, 221, 1425]
notice-title: FICTITIOUS BUSINESS NAME STATEMENT File No. 2020001476 bbox=[460, 694, 681, 713]
petition-paragraph: Other California statutes and legal authority may affect your rights as a creditor. You may want to consult with an attorney knowledgeable in California law. bbox=[6, 825, 221, 876]
notice-body: The following person(s) is (are) doing business as: AMABLE HOME CARE SERVICES, 15844 LONDELIUS ST, NORTH HILLS, CA 91343. Full name of registrant(s) is (are) HERO VALENZUELA, 15844 LONDELIUS ST, NORTH HILLS, CA 91343. This Business is conducted by: AN INDIVIDUAL. Signed: HERO VALENZUELA, OWNER. This statement was filed with the County Clerk of Los Angeles County on 01/08/2020. NOTICE: This Fictitious Name Statement expires five years from the date it was filed in the office of the County Clerk. bbox=[460, 99, 681, 192]
legal-notice bbox=[921, 741, 1136, 871]
legal-notice bbox=[921, 180, 1136, 319]
notice-publish-line: Publish: ES Mountain Views News Dates Pub: JAN 04, 11, 18, 25, 2020 bbox=[921, 716, 1136, 735]
masthead bbox=[0, 0, 1362, 54]
notice-publish-line: Publish: ES Mountain Views News Dates Pub: JAN 04, 11, 18, 25, 2020 bbox=[1143, 960, 1356, 979]
footer-paper-name: Mountain Views News bbox=[12, 2548, 163, 2564]
legal-notice bbox=[921, 1013, 1136, 1134]
legal-notice bbox=[460, 334, 681, 445]
notice-title: FICTITIOUS BUSINESS NAME STATEMENT File No. 2019-330892 bbox=[921, 1138, 1136, 1158]
legal-notice bbox=[691, 775, 911, 886]
notice-publish-line: Publish: ES Mountain Views News Dates Pub: JAN 04, 11, 18, 25, 2020 bbox=[921, 444, 1136, 464]
notice-body: The following person(s) is (are) doing business as: JR TRUCKING, 159 E 234 TH ST, CARSON, CA 90745. Full name of registrant(s) is (are) JORGE A VILLAVICENCIO, 159 E 234TH ST, CARSON, CA 90745. This Business is conducted by: AN INDIVIDUAL. Signed: JORGE A VILLAVICENCIO. This statement was filed with the County Clerk of Los Angeles County on 12/27/2019. NOTICE: This Fictitious Name Statement expires five years from the date it was filed in the office of the County Clerk. bbox=[1143, 1002, 1356, 1087]
legal-notice bbox=[691, 414, 911, 525]
notice-body: The following person(s) is (are) doing business as: GOOD GRAB, 1467 W 69TH STREET, LOS ANGELES, CA 90062. Full name of registrant(s) is (are) LYNELLE BOWMAN, 1467 W 69TH STREET, LOS ANGELES, CA 90062; CHARLES CRAVENS JR, 1467 W 69TH STREET, LOS ANGELES, CA 90062. This Business is conducted by: A GENERAL PARTNERSHIP. Signed: LYNELLE BOWMAN. This statement was filed with the County Clerk of Los Angeles County on 12/27/2019. NOTICE: This Fictitious Name Statement expires five years from the date it was filed in the office of the County Clerk. bbox=[1143, 450, 1356, 553]
notice-title: FICTITIOUS BUSINESS NAME STATEMENT File No. 2020000151 bbox=[691, 286, 911, 307]
legal-notice bbox=[1143, 297, 1356, 427]
notice-body: FAIRMOUNT ST, LOS ANGELES, CA 90033. This Business is conducted by: AN INDIVIDUAL. Signed: END BERMEJO. This statement was filed with the County Clerk of Los Angeles County on 12/30/2019. NOTICE: This Fictitious Name Statement expires five years from the date it was filed in the office of the County Clerk. bbox=[1143, 81, 1356, 136]
legal-notice bbox=[6, 1144, 221, 1256]
notice-publish-line: Publish: ES Mountain Views News Jan 11, 18, 25, Feb1 2020 bbox=[6, 1690, 211, 1701]
notice-title: FICTITIOUS BUSINESS NAME STATEMENT File No. 2019-331298 bbox=[691, 1143, 911, 1164]
notice-publish-line: Publish: ES Mountain Views News Dates Pub: JAN 04, 11, 18, 25, 2020 bbox=[1143, 1085, 1356, 1106]
notice-publish-line: Publish: ES Mountain Views News Jan 11, 18, 25, Feb1 2020 bbox=[460, 434, 666, 445]
notice-publish-line: Publish: ES Mountain Views News Dates Pub: JAN 04, 11, 18, 25, 2020 bbox=[921, 299, 1136, 319]
notice-title: FICTITIOUS BUSINESS NAME STATEMENT File No. 2019-325907 bbox=[1143, 1363, 1356, 1382]
notice-publish-line: Publish: ES Mountain Views News Dates Pub: JAN 04, 11, 18, 25, 2020 bbox=[921, 987, 1136, 1007]
petition-paragraph: A HEARING on the petition will be held in this court as follows: 01/31/20 at 8:30AM in Dept. 4 located at 111 N. HILL ST., LOS ANGELES, CA 90012 bbox=[6, 548, 221, 599]
legal-notice bbox=[460, 813, 681, 924]
notice-publish-line: Publish: ES Mountain Views News Dates Pub: JAN 04, 11, 18, 25, 2020 bbox=[921, 1249, 1136, 1269]
notice-title: FICTITIOUS BUSINESS NAME STATEMENT File No. 2020002574 bbox=[6, 1704, 221, 1725]
notice-publish-line: Publish: ES Mountain Views News Dates Pub: JAN 04, 11, 18, 25, 2020 bbox=[921, 1113, 1136, 1134]
notice-publish-line: Publish: ES Mountain Views News Jan 11, 18, 25, Feb1 2020 bbox=[691, 758, 896, 769]
notice-body: The following person(s) is (are) doing business as: KB GRAPHICS DESIGN FIRM & PRINTING, 8651 N VAN NUYS AVE, LOS ANGELES, CA 90038. Full name of registrant(s) is (are) KIMBERLY VIVEIROS, 8651 N VAN NUYS AVE, LOS ANGELES, CA 90038. This Business is conducted by: AN INDIVIDUAL. Signed: KIMBERLY VIVEIROS, OWNER. This statement was filed with the County Clerk of Los Angeles County on 12/26/2019. NOTICE: This Fictitious Name Statement expires five years from the date it was filed in the office of the County Clerk. bbox=[460, 585, 681, 680]
notice-publish-line: Publish: ES Mountain Views News Jan 11, 18, 25, Feb1 2020 bbox=[691, 271, 896, 281]
legal-notice bbox=[230, 226, 451, 366]
notice-publish-line: Publish: ES Mountain Views News Jan 11, 18, 25, Feb1 2020 bbox=[460, 1138, 666, 1148]
legal-notice bbox=[1143, 577, 1356, 707]
legal-notice bbox=[921, 1140, 1136, 1269]
notice-body: The following person(s) is (are) doing business as: P & J REMODELING CONSULTING, 18325 KESWICK ST UNIT 78, RESEDA, CA 91335. Full name of registrant(s) is (are) RENE DANIEL AMAYA, 18325 KESWICK ST UNIT 78, RESEDA, CA 91335. This Business is conducted by: AN INDIVIDUAL. Signed: RENE DANIEL AMAYA, OWNER. This statement was filed with the County Clerk of Los Angeles County on 01/03/2020. NOTICE: This Fictitious Name Statement expires five years from the date it was filed in the office of the County Clerk. bbox=[691, 548, 911, 642]
notice-publish-line: Publish: ES Mountain Views News Jan 11, 18, 25, Feb1 2020 bbox=[230, 500, 435, 511]
notice-publish-line: Publish: ES Mountain Views News Jan 11, 18, 25, Feb1 2020 bbox=[460, 317, 666, 328]
notice-body: The following person(s) is (are) doing business as: SHAHO AUTO REPAIR, 7463 SHOUP AVE, WEST HILLS, CA 91307. Full name of registrant(s) is (are) MANSOOR KAZEMIVAND, 7463 SHOUP AVE, WEST HILLS, CA 91307. This Business is conducted by: AN INDIVIDUAL. Signed: MANSOOR KAZEMIVAND, OWNER. This statement was filed with the County Clerk of Los Angeles County on 01/08/2020. NOTICE: This Fictitious Name Statement expires five years from the date it was filed in the office of the County Clerk. bbox=[460, 351, 681, 436]
legal-notice bbox=[230, 371, 451, 511]
notice-title: FICTITIOUS BUSINESS NAME STATEMENT File No. 2019322649 bbox=[691, 891, 911, 910]
notice-body: The following person(s) is (are) doing business as: AZR BOXER LIFT RENTALS, MCP PLANS, 1761 E OCEAN BLVD UNIT 201, LONG BEACH, CA 90802. Full name of registrant(s) is (are) MCP PROPERTY SERVICES LLC, 1761 E OCEAN BLVD UNIT 201, LONG BEACH, CA 90802. This Business is conducted by: A LIMITED LIABILITY COMPANY. Signed: CHRISTOPHER MATA. This statement was filed with the County Clerk of Los Angeles County on 12/20/2019. NOTICE: This Fictitious Name Statement expires five years from the date it was filed in the office of the County Clerk. bbox=[921, 197, 1136, 301]
notice-body: The following person(s) is (are) doing business as: BORIS CONSTRUCTION, 920 E ALAMEDA AVE UNIT F, BURBANK, CA 91502. Full name of registrant(s) is (are) BORIS MIRZAIAN, 920 E ALAMEDA AVE UNIT F, BURBANK, CA 91502. This Business is conducted by: AN INDIVIDUAL. Signed: BORIS MIRZAIAN, OWNER. This statement was filed with the County Clerk of Los Angeles County on 01/06/2020. The registrant(s) has (have) commenced to transact business under the fictitious business name or names listed above on 12/2019. NOTICE: This Fictitious Name Statement expires five years from the date it was filed in the office of the County Clerk. bbox=[230, 660, 451, 763]
notice-body: The following person(s) is (are) doing business as: JC TRANSPORT, 7614 WILCOX AVE APT B, CUDAHY, CA 90201. Full name of registrant(s) is (are) JERMAN HORLAND MEMBRENO, 7614 WILCOX AVE APT B, CUDAHY, CA 90201. This Business is conducted by: AN INDIVIDUAL. Signed: JERMAN HORLAND MEMBRENO. This statement was filed with the County Clerk of Los Angeles County on 12/27/2019. NOTICE: This Fictitious Name Statement expires five years from the date it was filed in the office of the County Clerk. bbox=[1143, 867, 1356, 961]
legal-notice bbox=[6, 1261, 221, 1401]
subheader-bar bbox=[0, 54, 1362, 77]
notice-body: The following person(s) is (are) doing business as: INTREPID ENTERPRISES, 1725 LONG BEACH BLVD, LONG BEACH, CA 90813. Full name of registrant(s) is (are) JEFFREY PAUL SHELLITO, 1725 LONG BEACH BLVD, LONG BEACH, CA 90813. This Business is conducted by: A CORPORATION. Signed: JEFFREY PAUL SHELLITO. This statement was filed with the County Clerk of Los Angeles County on 12/31/2019. NOTICE: This Fictitious Name Statement expires five years from the date it was filed in the office of the County Clerk. bbox=[921, 1292, 1136, 1377]
notice-body: The following person(s) is (are) doing business as: TSC MECHANICAL, 939 COLUMBUS AVE, SHERMAN OAKS, CA 91411. Full name of registrant(s) is (are) COLUMBUS AVE SHERMAN OAKS, CA 91411. This Business is conducted by: AN INDIVIDUAL. Signed: PERSEUS LOTOSIA S MCKINEY, OWNER. This statement was filed with the County Clerk of Los Angeles County on 01/02/2020. NOTICE: This Fictitious Name Statement expires five years from the date it was filed in the office of the County Clerk. bbox=[691, 675, 911, 759]
